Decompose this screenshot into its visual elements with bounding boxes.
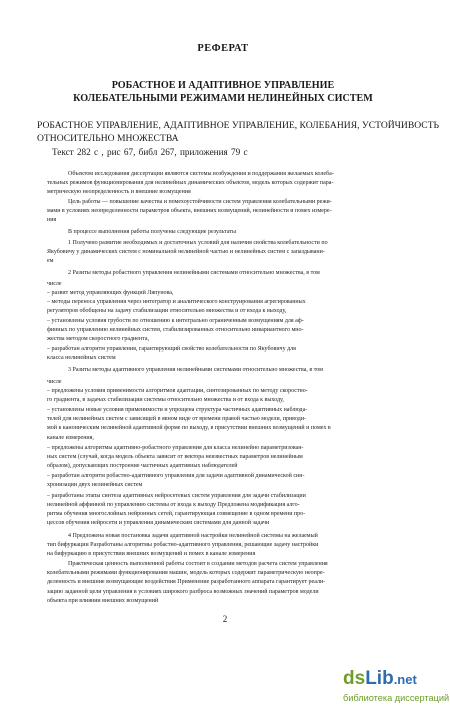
body-line: мой к каноническим нелинейной адаптивной форме по выходу, в присутствии внешних возмущений и помех в	[47, 425, 331, 431]
topic-title-line-2: КОЛЕБАТЕЛЬНЫМИ РЕЖИМАМИ НЕЛИНЕЙНЫХ СИСТЕМ	[73, 93, 373, 104]
body-line: числе	[47, 281, 62, 287]
body-line: – предложены алгоритмы адаптивно-робастного управления для класса нелинейно параметризован-	[47, 445, 304, 451]
body-line: мами в условиях неопределенности параметров объекта, внешних возмущений, нелинейности и помех измере-	[47, 208, 332, 214]
body-line: жества методом скоростного градиента,	[47, 336, 149, 342]
body-line: колебательными режимами функционирования машин, модель которых содержит параметрическую неопре-	[47, 570, 325, 576]
body-line: ем	[47, 258, 54, 264]
body-line: – разработаны этапы синтеза адаптивных нейросетевых систем управления для задачи стабилизации	[47, 493, 306, 499]
body-line: ритма обучения многослойных нейронных сетей, гарантирующая совмещение в одном времени про-	[47, 511, 306, 517]
body-line: – развит метод управляющих функций Ляпунова,	[47, 290, 174, 296]
abstract-stats: Текст 282 с , рис 67, библ 267, приложения 79 с	[52, 147, 248, 157]
body-line: тельных режимов функционирования для нелинейных динамических объектов, модель которых содержит пара-	[47, 180, 334, 186]
logo-lib-text: Lib	[365, 668, 394, 689]
body-line: класса нелинейных систем	[47, 355, 116, 361]
body-line: 2 Разиты методы робастного управления нелинейными системами относительно множества, в том	[68, 270, 320, 276]
body-line: ных систем (случай, когда модель объекта зависит от вектора неизвестных параметров нелинейным	[47, 454, 303, 460]
body-line: регуляторов обобщены на задачу стабилизации относительно множества и от входа к выходу,	[47, 308, 287, 314]
body-line: Якубовичу у динамических систем с номинальной нелинейной частью и нелинейных систем с запаздывани-	[47, 249, 325, 255]
keywords-line-1: РОБАСТНОЕ УПРАВЛЕНИЕ, АДАПТИВНОЕ УПРАВЛЕНИЕ, КОЛЕБАНИЯ, УСТОЙЧИВОСТЬ	[37, 120, 440, 131]
body-line: – разработан алгоритм управления, гарантирующий свойство колебательности по Якубовичу для	[47, 346, 296, 352]
body-line: числе	[47, 379, 62, 385]
body-line: хронизации двух нелинейных систем	[47, 482, 143, 488]
body-line: – методы переноса управления через интегратор и аналитического конструирования агрегированных	[47, 299, 306, 305]
body-line: цессов обучения нейросети и управления динамическим системами для данной задачи	[47, 520, 270, 526]
body-line: – разработан алгоритм робастно-адаптивного управления для задачи адаптивной динамической син-	[47, 473, 305, 479]
body-line: зацию заданной цели управления в условиях широкого разброса возможных значений параметров модели	[47, 589, 319, 595]
keywords-line-2: ОТНОСИТЕЛЬНО МНОЖЕСТВА	[37, 133, 179, 144]
body-line: Практическая ценность выполненной работы состоит в создании методов расчета систем управления	[68, 561, 328, 567]
body-line: – установлены новые условия применимости и упрощена структура частичных адаптивных наблюда-	[47, 407, 308, 413]
body-line: финных по управлению нелинейных систем, стабилизированных относительно инвариантного мно-	[47, 327, 304, 333]
topic-title-line-1: РОБАСТНОЕ И АДАПТИВНОЕ УПРАВЛЕНИЕ	[111, 80, 335, 91]
dslib-logo	[343, 669, 417, 688]
body-line: нелинейной аффинной по управлению системы от входа к выходу Предложена модификация алго-	[47, 502, 300, 508]
body-line: на бифуркацию в присутствии внешних возмущений и помех в канале измерения	[47, 551, 256, 557]
body-line: В процессе выполнения работы получены следующие результаты	[68, 229, 237, 235]
page-number: 2	[222, 614, 228, 624]
body-line: образом), допускающих построение частичных адаптивных наблюдателей	[47, 463, 238, 469]
body-line: Объектом исследования диссертации являются системы возбуждения и поддержания желаемых колеба-	[68, 171, 334, 177]
dslib-watermark[interactable]	[343, 669, 448, 709]
body-line: метрическую неопределенность и внешние возмущения	[47, 189, 191, 195]
body-line: Цель работы — повышение качества и помехоустойчивости систем управления колебательными режи-	[68, 199, 332, 205]
body-line: 1 Получено развитие необходимых и достаточных условий для наличия свойства колебательности по	[68, 240, 328, 246]
logo-domain-text: .net	[393, 672, 417, 687]
body-line: ния	[47, 217, 57, 223]
document-title: РЕФЕРАТ	[197, 43, 249, 54]
body-line: деленность и внешние возмущающие воздействия Применение разработанного аппарата гарантирует реали-	[47, 579, 326, 585]
body-line: го градиента, в задачах стабилизации системы относительно множества и от входа к выходу,	[47, 397, 284, 403]
body-line: – предложены условия применимости алгоритмов адаптации, синтезированных по методу скоростно-	[47, 388, 308, 394]
body-line: – установлены условия грубости по отношению к интегрально ограниченным возмущениям для аф-	[47, 318, 304, 324]
body-line: 4 Предложена новая постановка задачи адаптивной настройки нелинейной системы на желаемый	[68, 533, 318, 539]
body-line: канале измерения,	[47, 435, 94, 441]
body-line: тип бифуркации Разработаны алгоритмы робастно-адаптивного управления, решающие задачу настройки	[47, 542, 319, 548]
logo-ds-text: ds	[343, 668, 366, 689]
body-line: объекта при влиянии внешних возмущений	[47, 598, 159, 604]
body-line: телей для нелинейных систем с зависящей в явном виде от времени правой частью модели, приводи-	[47, 416, 307, 422]
body-line: 3 Разиты методы адаптивного управления нелинейными системами относительно множества, в том	[68, 367, 323, 373]
watermark-subtitle: библиотека диссертаций	[343, 693, 450, 703]
